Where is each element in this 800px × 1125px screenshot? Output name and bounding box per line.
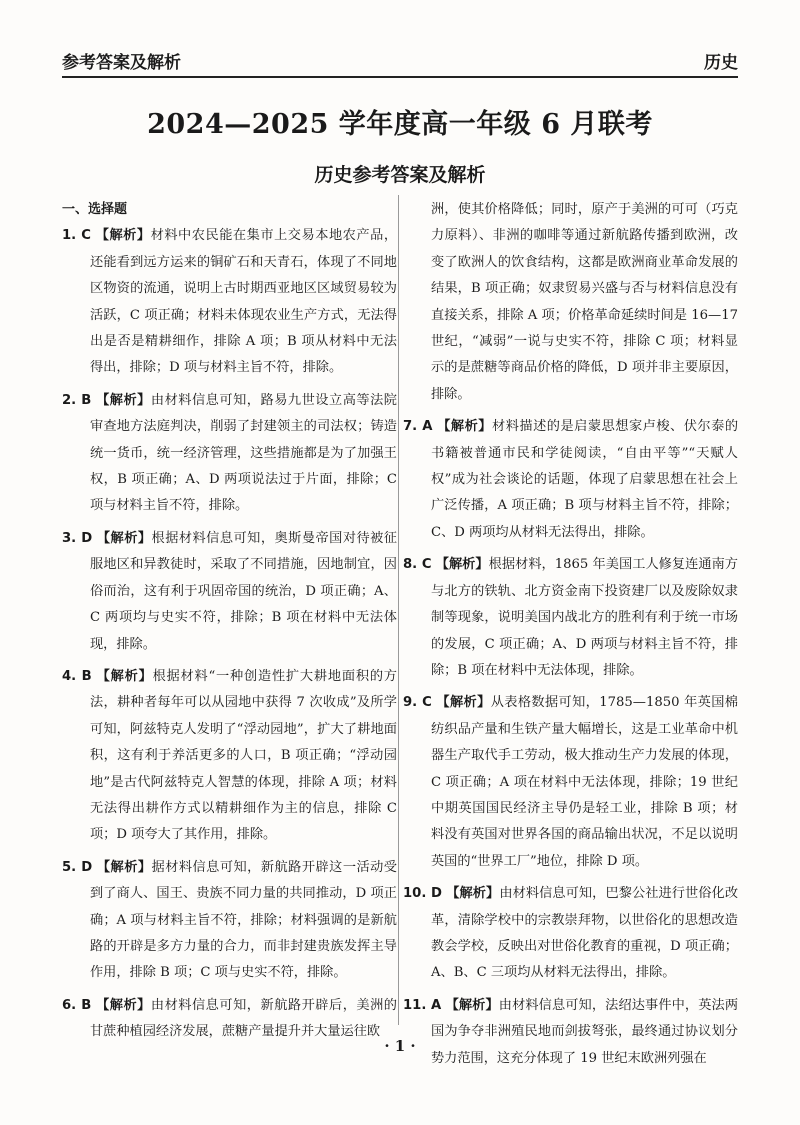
answer-item [403,414,738,546]
page-number: · 1 · [384,1037,416,1055]
answer-text: 根据材料信息可知，奥斯曼帝国对待被征服地区和异教徒时，采取了不同措施，因地制宜，因俗而治，这有利于巩固帝国的统治，D 项正确；A、C 两项均与史实不符，排除；B 项在材料中无法体现，排除。 [90,530,397,652]
answer-item [403,552,738,684]
analysis-tag: 【解析】 [96,859,152,875]
answer-continuation: 洲，使其价格降低；同时，原产于美洲的可可（巧克力原料）、非洲的咖啡等通过新航路传播到欧洲，改变了欧洲人的饮食结构，这都是欧洲商业革命发展的结果，B 项正确；奴隶贸易兴盛与否与材料信息没有直接关系，排除 A 项；价格革命延续时间是 16—17 世纪，“减弱”一说与史实不符，排除 C 项；材料显示的是蔗糖等商品价格的降低，D 项并非主要原因，排除。 [431,202,738,402]
page-header [62,44,738,74]
left-column [62,197,398,1040]
header-subject: 历史 [704,53,738,73]
analysis-tag: 【解析】 [96,392,151,408]
answer-number: 7. A [403,419,433,435]
analysis-tag: 【解析】 [96,530,152,546]
answer-item [403,881,738,987]
answer-number: 9. C [403,695,432,711]
analysis-tag: 【解析】 [96,668,153,684]
column-divider [398,195,399,1025]
answer-number: 5. D [62,859,93,875]
right-column [403,197,739,1066]
analysis-tag: 【解析】 [96,997,151,1013]
header-left: 参考答案及解析 [62,53,181,73]
answer-number: 1. C [62,228,91,244]
analysis-tag: 【解析】 [435,557,489,573]
page-title: 2024—2025 学年度高一年级 6 月联考 [147,109,653,140]
answer-item [62,526,397,658]
answer-number: 11. A [403,997,442,1013]
answer-item [403,690,738,875]
answer-text: 根据材料“一种创造性扩大耕地面积的方法，耕种者每年可以从园地中获得 7 次收成”及所学可知，阿兹特克人发明了“浮动园地”，扩大了耕地面积，这有利于养活更多的人口，B 项正确；“浮动园地”是古代阿兹特克人智慧的体现，排除 A 项；材料无法得出耕作方式以精耕细作为主的信息，排除 C 项；D 项夸大了其作用，排除。 [90,668,397,843]
answer-item [403,993,738,1072]
answer-item [62,855,397,987]
page-subtitle: 历史参考答案及解析 [314,164,486,186]
answer-number: 10. D [403,886,442,902]
answer-text: 材料描述的是启蒙思想家卢梭、伏尔泰的书籍被普通市民和学徒阅读，“自由平等”“天赋人权”成为社会谈论的话题，体现了启蒙思想在社会上广泛传播，A 项正确；B 项与材料主旨不符，排除；C、D 两项均从材料无法得出，排除。 [431,419,739,540]
answer-text: 据材料信息可知，新航路开辟这一活动受到了商人、国王、贵族不同力量的共同推动，D 项正确；A 项与材料主旨不符，排除；材料强调的是新航路的开辟是多方力量的合力，而非封建贵族发挥主导作用，排除 B 项；C 项与史实不符，排除。 [90,859,397,981]
answer-text: 由材料信息可知，路易九世设立高等法院审查地方法庭判决，削弱了封建领主的司法权；铸造统一货币，统一经济管理，这些措施都是为了加强王权，B 项正确；A、D 两项说法过于片面，排除；C 项与材料主旨不符，排除。 [90,392,397,514]
answer-number: 4. B [62,668,92,684]
answer-item [62,664,397,849]
analysis-tag: 【解析】 [436,695,491,711]
analysis-tag: 【解析】 [437,419,492,435]
answer-number: 2. B [62,392,92,408]
answer-text: 由材料信息可知，法绍达事件中，英法两国为争夺非洲殖民地而剑拔弩张，最终通过协议划分势力范围，这充分体现了 19 世纪末欧洲列强在 [431,997,739,1066]
answer-text: 由材料信息可知，新航路开辟后，美洲的甘蔗种植园经济发展，蔗糖产量提升并大量运往欧 [90,997,397,1040]
answer-text: 材料中农民能在集市上交易本地农产品，还能看到远方运来的铜矿石和天青石，体现了不同地区物资的流通，说明上古时期西亚地区区域贸易较为活跃，C 项正确；材料未体现农业生产方式，无法得出是否是精耕细作，排除 A 项；B 项从材料中无法得出，排除；D 项与材料主旨不符，排除。 [90,228,398,376]
answer-number: 3. D [62,530,93,546]
answer-text: 由材料信息可知，巴黎公社进行世俗化改革，清除学校中的宗教崇拜物，以世俗化的思想改造教会学校，反映出对世俗化教育的重视，D 项正确；A、B、C 三项均从材料无法得出，排除。 [431,886,739,981]
answer-number: 6. B [62,997,92,1013]
answer-text: 根据材料，1865 年美国工人修复连通南方与北方的铁轨、北方资金南下投资建厂以及废除奴隶制等现象，说明美国内战北方的胜利有利于统一市场的发展，C 项正确；A、D 两项与材料主旨不符，排除；B 项在材料中无法体现，排除。 [431,557,738,678]
analysis-tag: 【解析】 [95,228,151,244]
analysis-tag: 【解析】 [446,886,500,902]
answer-number: 8. C [403,557,432,573]
analysis-tag: 【解析】 [445,997,499,1013]
section-heading: 一、选择题 [62,202,128,217]
answer-text: 从表格数据可知，1785—1850 年英国棉纺织品产量和生铁产量大幅增长，这是工业革命中机器生产取代手工劳动，极大推动生产力发展的体现，C 项正确；A 项在材料中无法体现，排除；19 世纪中期英国国民经济主导仍是轻工业，排除 B 项；材料没有英国对世界各国的商品输出状况，不足以说明英国的“世界工厂”地位，排除 D 项。 [431,695,738,869]
answer-item [62,223,397,381]
header-rule [62,76,738,78]
answer-item [62,388,397,520]
